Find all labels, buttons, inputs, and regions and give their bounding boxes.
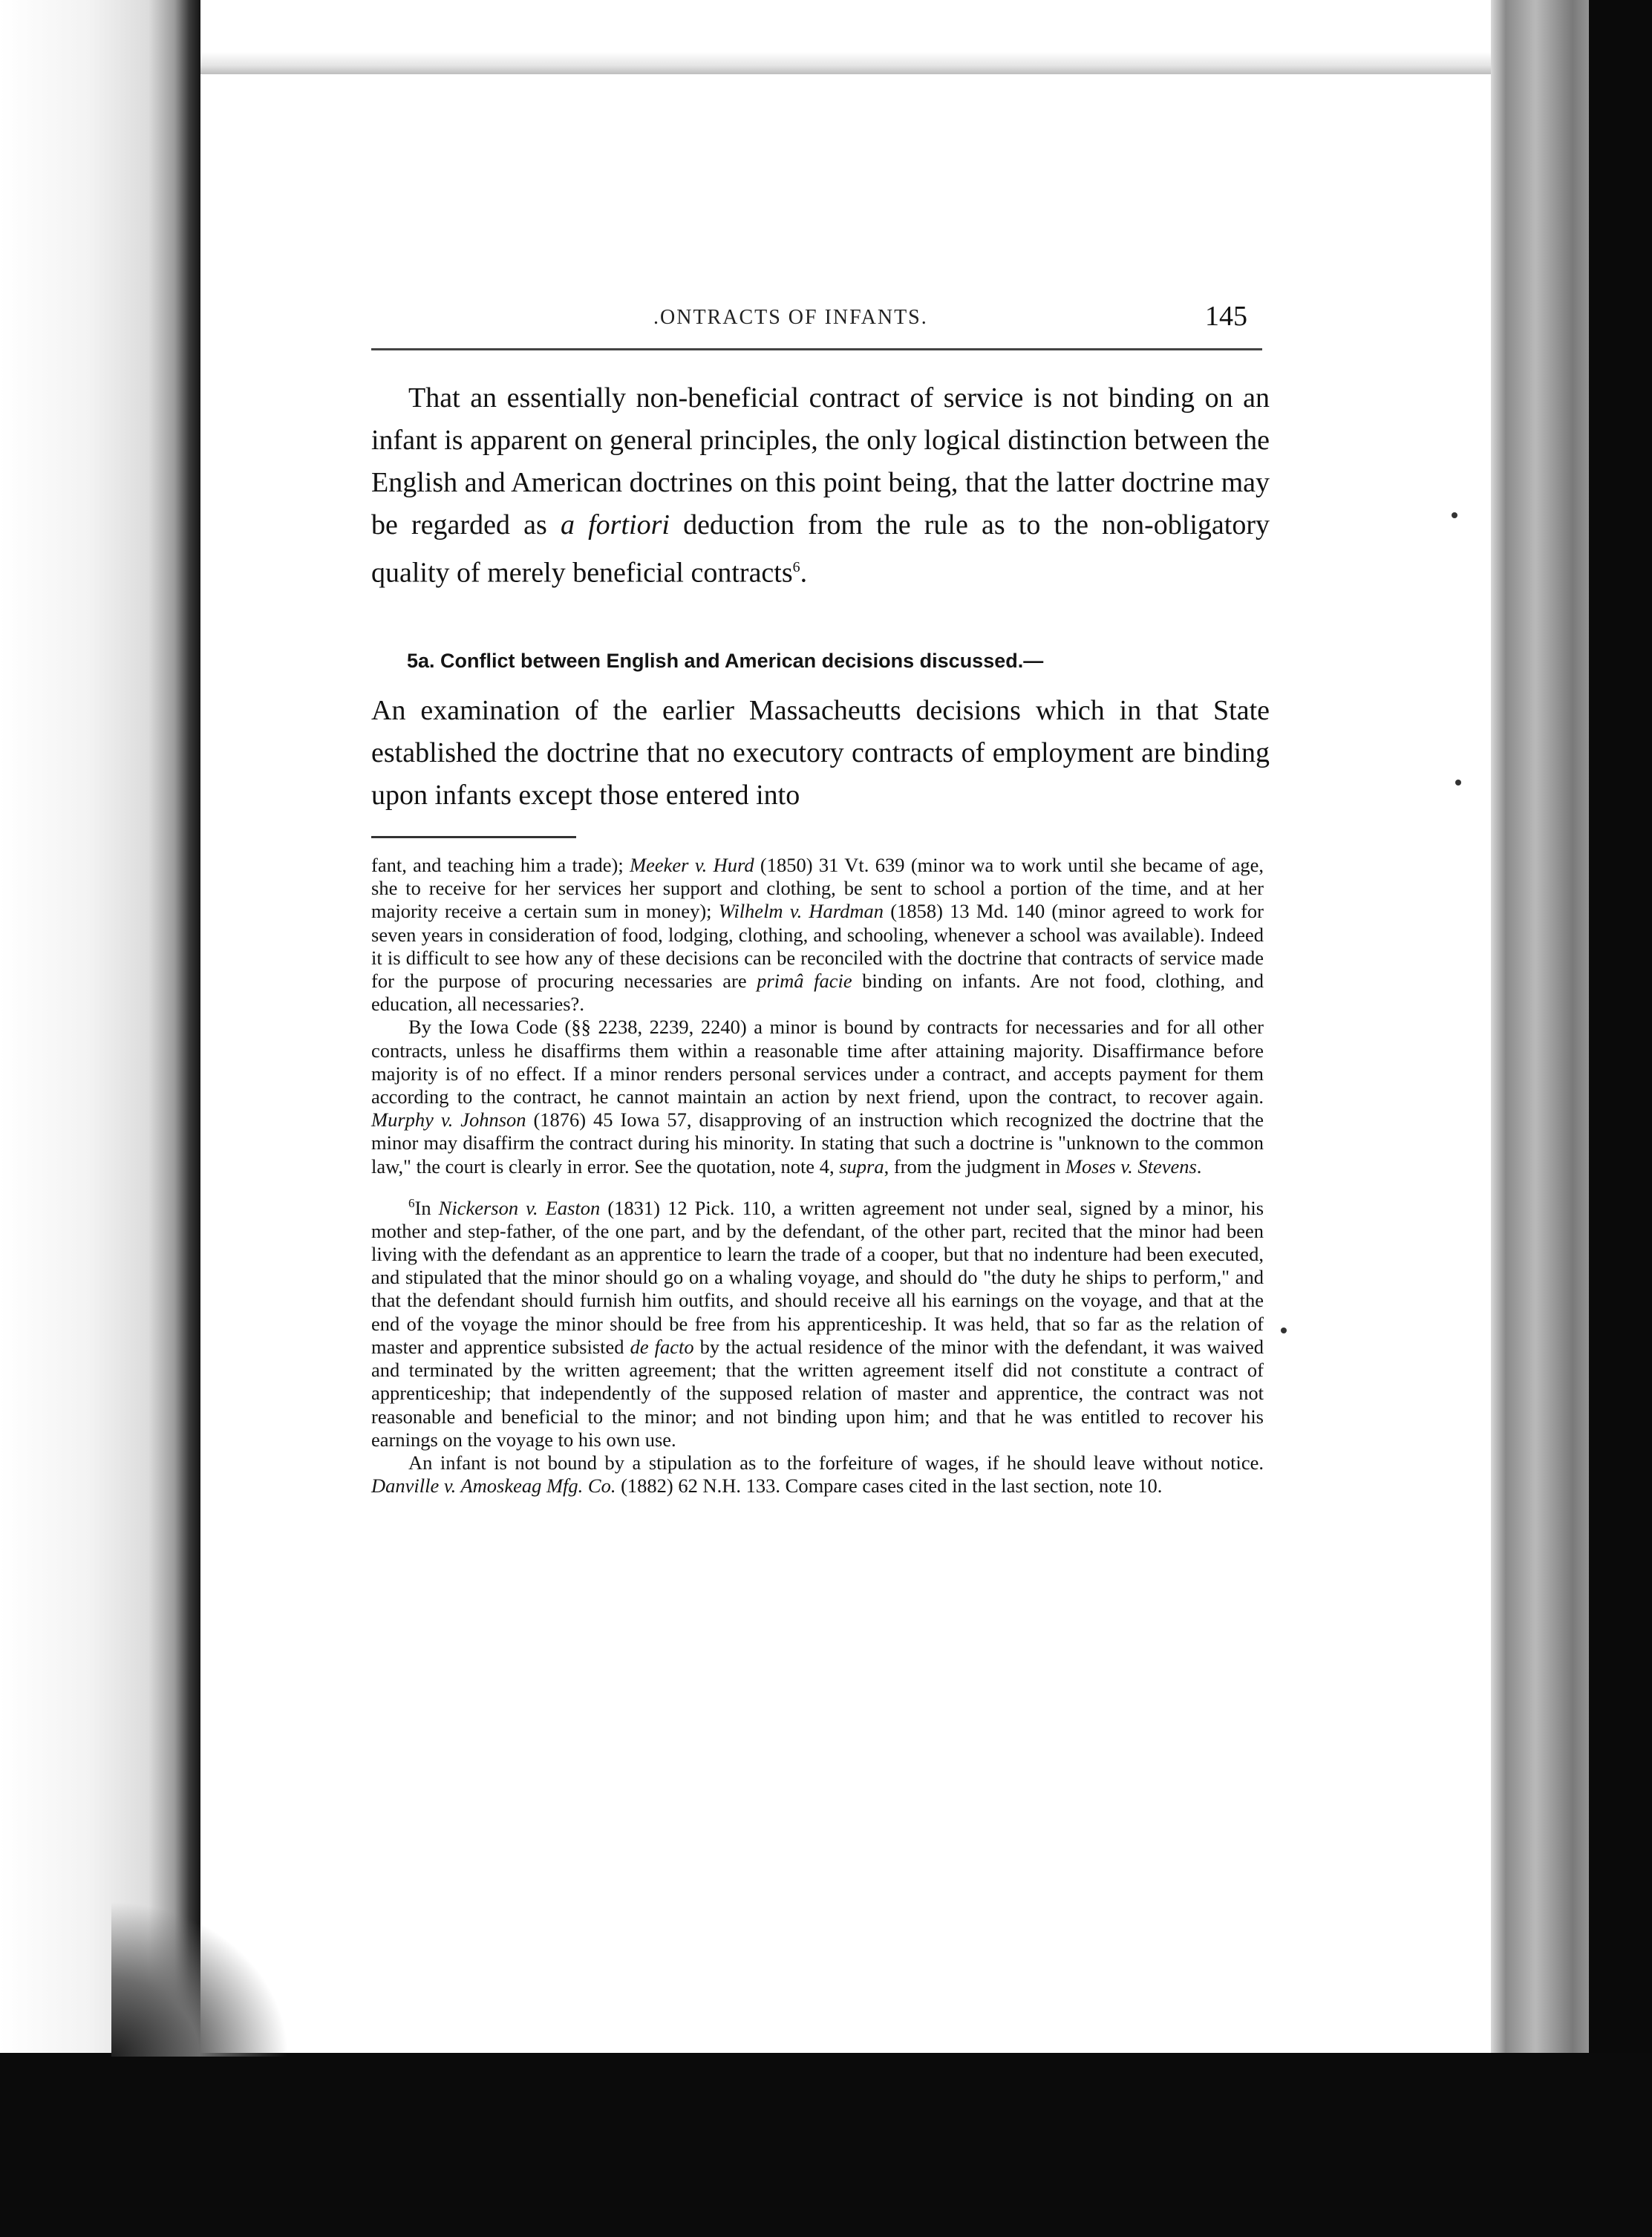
scan-right-edge <box>1589 0 1652 2237</box>
fn5b-text: , from the judgment in <box>884 1155 1065 1178</box>
fn5-case-meeker: Meeker v. Hurd <box>630 854 754 876</box>
fn5b-text: (1876) 45 Iowa 57, disapproving of an instruction which recognized the doctrine that the minor may disaffirm the contract during his minority. In stating that such a doctrine is "unknown to the common law," the court is clearly in error. See the quotation, note 4, <box>371 1108 1264 1178</box>
running-title: .ONTRACTS OF INFANTS. <box>653 306 928 329</box>
footnote-rule <box>371 836 576 838</box>
body-paragraph-2 <box>371 690 1270 817</box>
fn5b-text: By the Iowa Code (§§ 2238, 2239, 2240) a minor is bound by contracts for necessaries and for all other contracts, unless he disaffirms them within a reasonable time after attaining majority. Disaffirmance before majority is of no effect. If a minor renders personal services under a contract, and accepts payment for them according to the contract, he cannot maintain an action by next friend, upon the contract, to recover again. <box>371 1016 1264 1108</box>
scan-speck <box>1455 780 1461 786</box>
footnotes <box>371 854 1264 1498</box>
scan-speck <box>1452 512 1457 518</box>
fn6-text: In <box>414 1196 439 1219</box>
fn6-italic: de facto <box>630 1335 694 1358</box>
para2-text: An examination of the earlier Massacheutts decisions which in that State established the doctrine that no executory contracts of employment are binding upon infants except those entered into <box>371 695 1270 811</box>
fn5b-supra: supra <box>839 1155 884 1178</box>
fn6-text: (1831) 12 Pick. 110, a written agreement not under seal, signed by a minor, his mother and step-father, of the one part, and by the defendant, of the other part, recited that the minor had been living with the defendant as an apprentice to learn the trade of a cooper, but that no indenture had been executed, and stipulated that the minor should go on a whaling voyage, and should do "the duty he ships to perform," and that the defendant should furnish him outfits, and should receive all his earnings on the voyage, and that at the end of the voyage the minor should be free from his apprenticeship. It was held, that so far as the relation of master and apprentice subsisted <box>371 1196 1264 1358</box>
para1-period: . <box>800 557 808 589</box>
fn5b-case-murphy: Murphy v. Johnson <box>371 1108 526 1131</box>
para1-text-cont: deduction from the rule as to the non-obligatory quality of merely beneficial contracts <box>371 509 1270 589</box>
footnote-ref-6: 6 <box>792 559 800 575</box>
page-number: 145 <box>1205 301 1247 332</box>
header-rule <box>371 348 1262 350</box>
fn5-case-wilhelm: Wilhelm v. Hardman <box>718 900 884 923</box>
fn5-text: (1858) 13 Md. 140 (minor agreed to work for seven years in consideration of food, lodging, clothing, and schooling, whenever a school was available). Indeed it is difficult to see how any of these decisions can be reconciled with the doctrine that contracts of service made for the purpose of procuring necessaries are <box>371 900 1264 993</box>
footnote-6-danville <box>371 1451 1264 1498</box>
scan-top-margin <box>0 0 1652 74</box>
para1-text: That an essentially non-beneficial contract of service is not binding on an infant is apparent on general principles, the only logical distinction between the English and American doctrines on this point being, that the latter doctrine may be regarded as <box>371 382 1270 541</box>
para1-italic: a fortiori <box>560 509 670 541</box>
scan-bottom-margin <box>0 2053 1652 2237</box>
fn6b-text: An infant is not bound by a stipulation as to the forfeiture of wages, if he should leave without notice. <box>408 1451 1264 1474</box>
scan-speck <box>1281 1327 1287 1333</box>
scan-corner-shadow <box>111 1901 290 2057</box>
fn6-text: by the actual residence of the minor with the defendant, it was waived and terminated by the written agreement; that the written agreement itself did not constitute a contract of apprenticeship; that independently of the supposed relation of master and apprentice, the contract was not reasonable and beneficial to the minor; and not binding upon him; and that he was entitled to recover his earnings on the voyage to his own use. <box>371 1335 1264 1451</box>
footnote-5-continued <box>371 854 1264 1016</box>
fn5b-case-moses: Moses v. Stevens <box>1065 1155 1197 1178</box>
fn5-italic: primâ facie <box>757 970 852 993</box>
fn5-text: binding on infants. Are not food, clothing, and education, all necessaries?. <box>371 970 1264 1016</box>
fn6b-text: (1882) 62 N.H. 133. Compare cases cited in the last section, note 10. <box>616 1475 1163 1498</box>
fn5-text: (1850) 31 Vt. 639 (minor wa to work until she became of age, she to receive for her services her support and clothing, be sent to school a portion of the time, and at her majority receive a certain sum in money); <box>371 854 1264 923</box>
body-paragraph-1 <box>371 377 1270 595</box>
fn5b-text: . <box>1196 1155 1202 1178</box>
fn6b-case-danville: Danville v. Amoskeag Mfg. Co. <box>371 1475 616 1498</box>
fn6-case-nickerson: Nickerson v. Easton <box>438 1196 601 1219</box>
footnote-5-iowa <box>371 1016 1264 1178</box>
section-heading-5a: 5a. Conflict between English and American decisions discussed.— <box>407 650 1044 672</box>
footnote-6-marker: 6 <box>408 1195 415 1210</box>
fn5-text: fant, and teaching him a trade); <box>371 854 630 876</box>
footnote-6 <box>371 1192 1264 1451</box>
